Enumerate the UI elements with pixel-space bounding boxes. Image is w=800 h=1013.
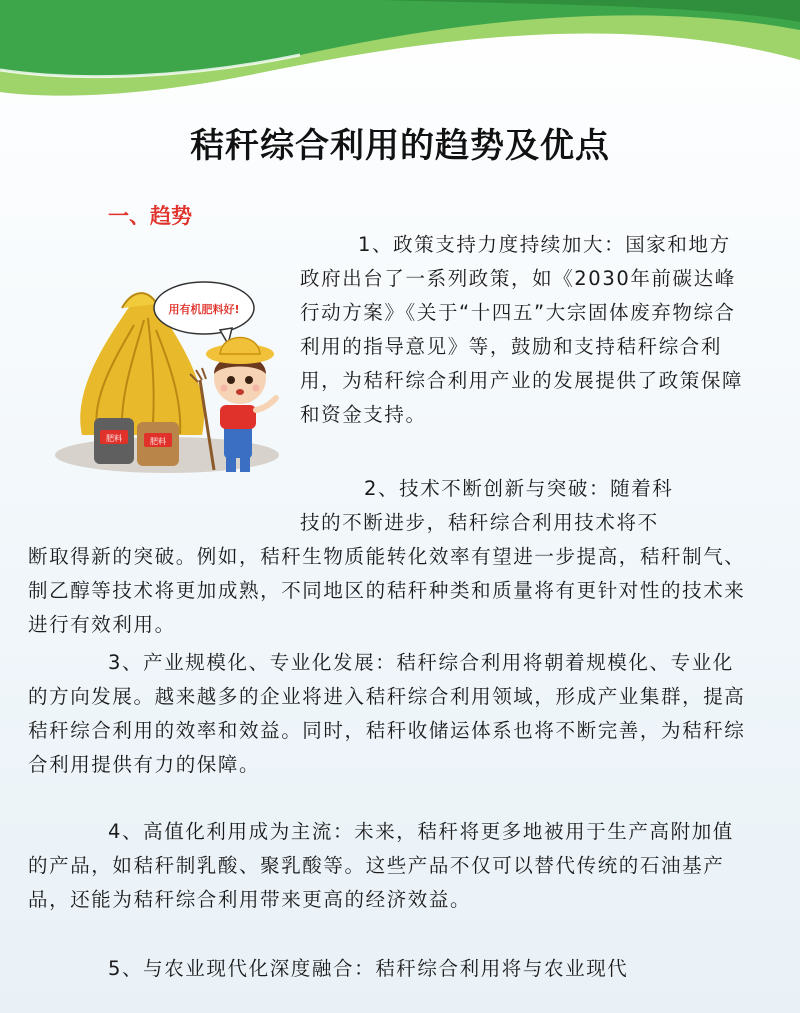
paragraph-5: 5、与农业现代化深度融合：秸秆综合利用将与农业现代 [108,957,629,980]
bag-right-label: 肥料 [150,437,166,446]
fertilizer-bag-left [94,418,134,464]
speech-bubble-text: 用有机肥料好! [168,303,240,316]
paragraph-2-rest: 断取得新的突破。例如，秸秆生物质能转化效率有望进一步提高，秸秆制气、制乙醇等技术将更加成熟，不同地区的秸秆种类和质量将有更针对性的技术来进行有效利用。 [28,545,746,636]
farmer-haystack-illustration [52,270,302,480]
paragraph-4: 4、高值化利用成为主流：未来，秸秆将更多地被用于生产高附加值的产品，如秸秆制乳酸、聚乳酸等。这些产品不仅可以替代传统的石油基产品，还能为秸秆综合利用带来更高的经济效益。 [28,820,734,911]
paragraph-3: 3、产业规模化、专业化发展：秸秆综合利用将朝着规模化、专业化的方向发展。越来越多的企业将进入秸秆综合利用领域，形成产业集群，提高秸秆综合利用的效率和效益。同时，秸秆收储运体系也将不断完善，为秸秆综合利用提供有力的保障。 [28,651,746,776]
paragraph-2 [28,472,750,642]
section-heading: 一、趋势 [108,204,192,228]
paragraph-2-line-1: 2、技术不断创新与突破：随着科 [364,477,674,500]
paragraph-2-line-2: 技的不断进步，秸秆综合利用技术将不 [300,511,659,534]
fertilizer-bag-right [137,422,179,466]
page-title: 秸秆综合利用的趋势及优点 [190,126,610,166]
top-banner-decoration [0,0,800,110]
paragraph-1: 1、政策支持力度持续加大：国家和地方政府出台了一系列政策，如《2030年前碳达峰行动方案》《关于“十四五”大宗固体废弃物综合利用的指导意见》等，鼓励和支持秸秆综合利用，为秸秆综合利用产业的发展提供了政策保障和资金支持。 [300,233,744,426]
bag-left-label: 肥料 [106,434,122,443]
